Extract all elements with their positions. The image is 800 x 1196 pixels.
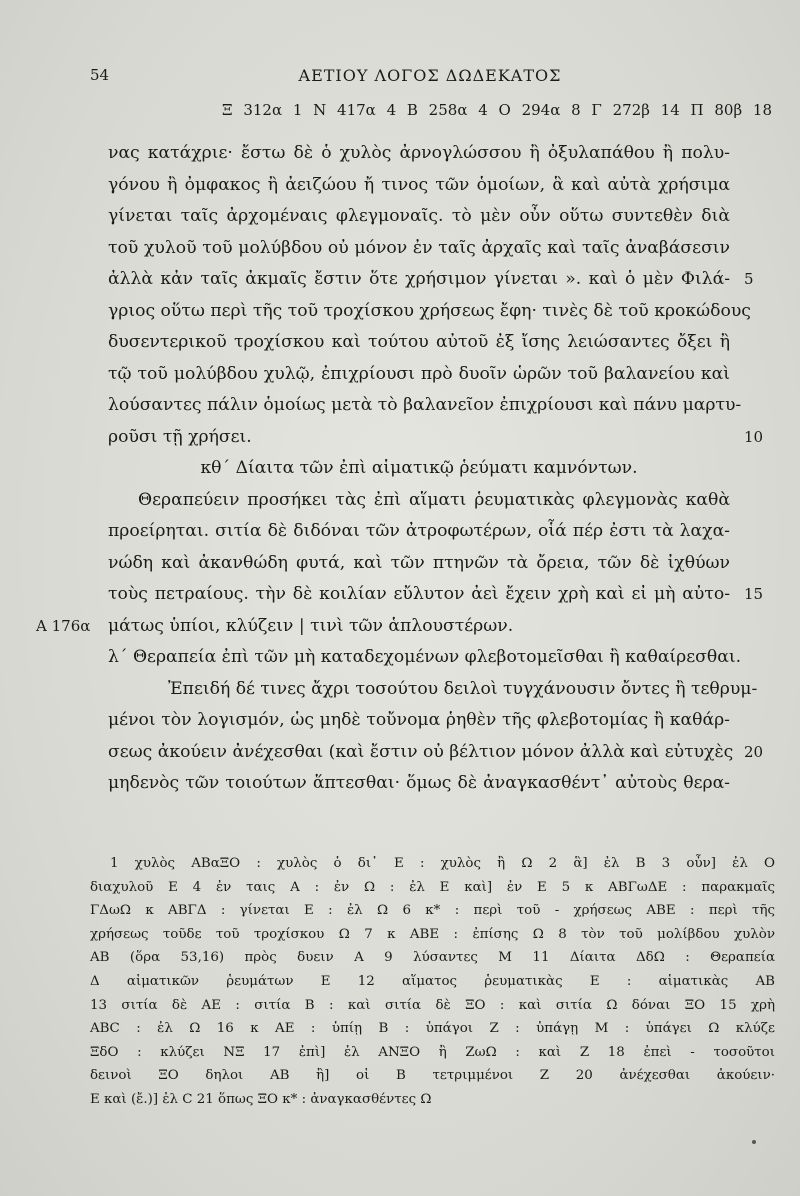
margin-reference: Α 176α [36,616,91,635]
text-line-content: σεως ἀκούειν ἀνέχεσθαι (καὶ ἔστιν οὐ βέλτιον μόνον ἀλλὰ καὶ εὐτυχὲς [108,741,734,762]
manuscript-sigla: Ξ 312α 1 Ν 417α 4 Β 258α 4 Ο 294α 8 Γ 272β 14 Π 80β 18 [222,101,772,119]
text-line: νώδη καὶ ἀκανθώδη φυτά, καὶ τῶν πτηνῶν τὰ ὄρεια, τῶν δὲ ἰχθύων [108,552,730,573]
text-line-content: τοὺς πετραίους. τὴν δὲ κοιλίαν εὔλυτον ἀεὶ ἔχειν χρὴ καὶ εἰ μὴ αὐτο- [108,584,730,604]
line-number: 10 [744,427,764,446]
apparatus-line: διαχυλοῦ Ε 4 ἐν ταις Α : ἐν Ω : ἐλ Ε καὶ] ἐν Ε 5 κ ΑΒΓωΔΕ : παρακμαῖς [90,879,775,895]
text-line: δυσεντερικοῦ τροχίσκου καὶ τούτου αὐτοῦ ἐξ ἴσης λειώσαντες ὄξει ἢ [108,332,730,352]
apparatus-line: ΑΒC : ἐλ Ω 16 κ ΑΕ : ὑπίῃ Β : ὑπάγοι Ζ : ὑπάγῃ Μ : ὑπάγει Ω κλύζε [90,1021,775,1037]
text-line: Θεραπεύειν προσήκει τὰς ἐπὶ αἵματι ῥευματικὰς φλεγμονὰς καθὰ [138,489,730,510]
text-line: νας κατάχριε· ἔστω δὲ ὁ χυλὸς ἀρνογλώσσου ἢ ὀξυλαπάθου ἢ πολυ- [108,143,730,163]
section-heading-29: κθ΄ Δίαιτα τῶν ἐπὶ αἱματικῷ ῥεύματι καμνόντων. [200,458,638,478]
running-title: ΑΕΤΙΟΥ ΛΟΓΟΣ ΔΩΔΕΚΑΤΟΣ [298,66,562,85]
section-heading-30: λ΄ Θεραπεία ἐπὶ τῶν μὴ καταδεχομένων φλεβοτομεῖσθαι ἢ καθαίρεσθαι. [108,647,742,667]
apparatus-line: ΞδΟ : κλύζει ΝΞ 17 ἐπὶ] ἐλ ΑΝΞΟ ἢ ΖωΩ : καὶ Ζ 18 ἐπεὶ - τοσοῦτοι [90,1044,775,1060]
line-number: 20 [744,742,764,761]
text-line: γριος οὕτω περὶ τῆς τοῦ τροχίσκου χρήσεως ἔφη· τινὲς δὲ τοῦ κροκώδους [108,300,751,321]
text-line-5 [108,264,754,296]
page-number: 54 [90,66,110,84]
text-line: τοῦ χυλοῦ τοῦ μολύβδου οὐ μόνον ἐν ταῖς ἀρχαῖς καὶ ταῖς ἀναβάσεσιν [108,237,730,258]
apparatus-line: ΓΔωΩ κ ΑΒΓΔ : γίνεται Ε : ἐλ Ω 6 κ* : περὶ τοῦ - χρήσεως ΑΒΕ : περὶ τῆς [90,903,775,919]
text-line: προείρηται. σιτία δὲ διδόναι τῶν ἀτροφωτέρων, οἷά πέρ ἐστι τὰ λαχα- [108,521,730,541]
ink-speck [752,1140,756,1144]
text-line-with-margin-ref [36,611,730,643]
apparatus-line: 1 χυλὸς ΑΒαΞΟ : χυλὸς ὁ δι᾽ Ε : χυλὸς ἢ Ω 2 ἃ] ἐλ Β 3 οὖν] ἐλ Ο [110,856,775,871]
apparatus-line: δεινοὶ ΞΟ δηλοι ΑΒ ἢ] οἱ Β τετριμμένοι Ζ 20 ἀνέχεσθαι ἀκούειν· [90,1068,775,1084]
apparatus-line: Ε καὶ (ἔ.)] ἐλ C 21 ὅπως ΞΟ κ* : ἀναγκασθέντες Ω [90,1091,432,1107]
text-line: τῷ τοῦ μολύβδου χυλῷ, ἐπιχρίουσι πρὸ δυοῖν ὡρῶν τοῦ βαλανείου καὶ [108,363,730,384]
apparatus-line: 13 σιτία δὲ ΑΕ : σιτία Β : καὶ σιτία δὲ ΞΟ : καὶ σιτία Ω δόναι ΞΟ 15 χρὴ [90,997,775,1013]
main-text [36,138,764,800]
text-line: μηδενὸς τῶν τοιούτων ἅπτεσθαι· ὅμως δὲ ἀναγκασθέντ᾽ αὐτοὺς θερα- [108,773,730,793]
text-line-content: μάτως ὑπίοι, κλύζειν | τινὶ τῶν ἁπλουστέρων. [108,615,514,636]
apparatus-line: χρήσεως τοῦδε τοῦ τροχίσκου Ω 7 κ ΑΒΕ : ἐπίσης Ω 8 τὸν τοῦ μολίβδου χυλὸν [90,926,775,942]
critical-apparatus [90,852,775,1112]
page-header [90,66,770,92]
text-line: γόνου ἢ ὀμφακος ἢ ἀειζώου ἤ τινος τῶν ὁμοίων, ἃ καὶ αὐτὰ χρήσιμα [108,174,730,195]
text-line: Ἐπειδή δέ τινες ἄχρι τοσούτου δειλοὶ τυγχάνουσιν ὄντες ἢ τεθρυμ- [168,678,758,699]
text-line-15 [108,579,764,611]
text-line: λούσαντες πάλιν ὁμοίως μετὰ τὸ βαλανεῖον ἐπιχρίουσι καὶ πάνυ μαρτυ- [108,395,742,415]
text-line-10 [108,422,764,454]
apparatus-line: ΑΒ (ὅρα 53,16) πρὸς δυειν Α 9 λύσαντες Μ 11 Δίαιτα ΔδΩ : Θεραπεία [90,950,775,966]
text-line-20 [108,737,764,769]
line-number: 5 [744,270,754,288]
text-line: μένοι τὸν λογισμόν, ὡς μηδὲ τοὔνομα ῥηθὲν τῆς φλεβοτομίας ἢ καθάρ- [108,710,730,730]
text-line-content: ἀλλὰ κἀν ταῖς ἀκμαῖς ἔστιν ὅτε χρήσιμον γίνεται ». καὶ ὁ μὲν Φιλά- [108,269,730,289]
text-line: γίνεται ταῖς ἀρχομέναις φλεγμοναῖς. τὸ μὲν οὖν οὕτω συντεθὲν διὰ [108,206,730,226]
line-number: 15 [744,585,764,603]
apparatus-line: Δ αἱματικῶν ῥευμάτων Ε 12 αἵματος ῥευματικὰς Ε : αἱματικὰς ΑΒ [90,973,775,989]
text-line-content: ροῦσι τῇ χρήσει. [108,426,252,447]
